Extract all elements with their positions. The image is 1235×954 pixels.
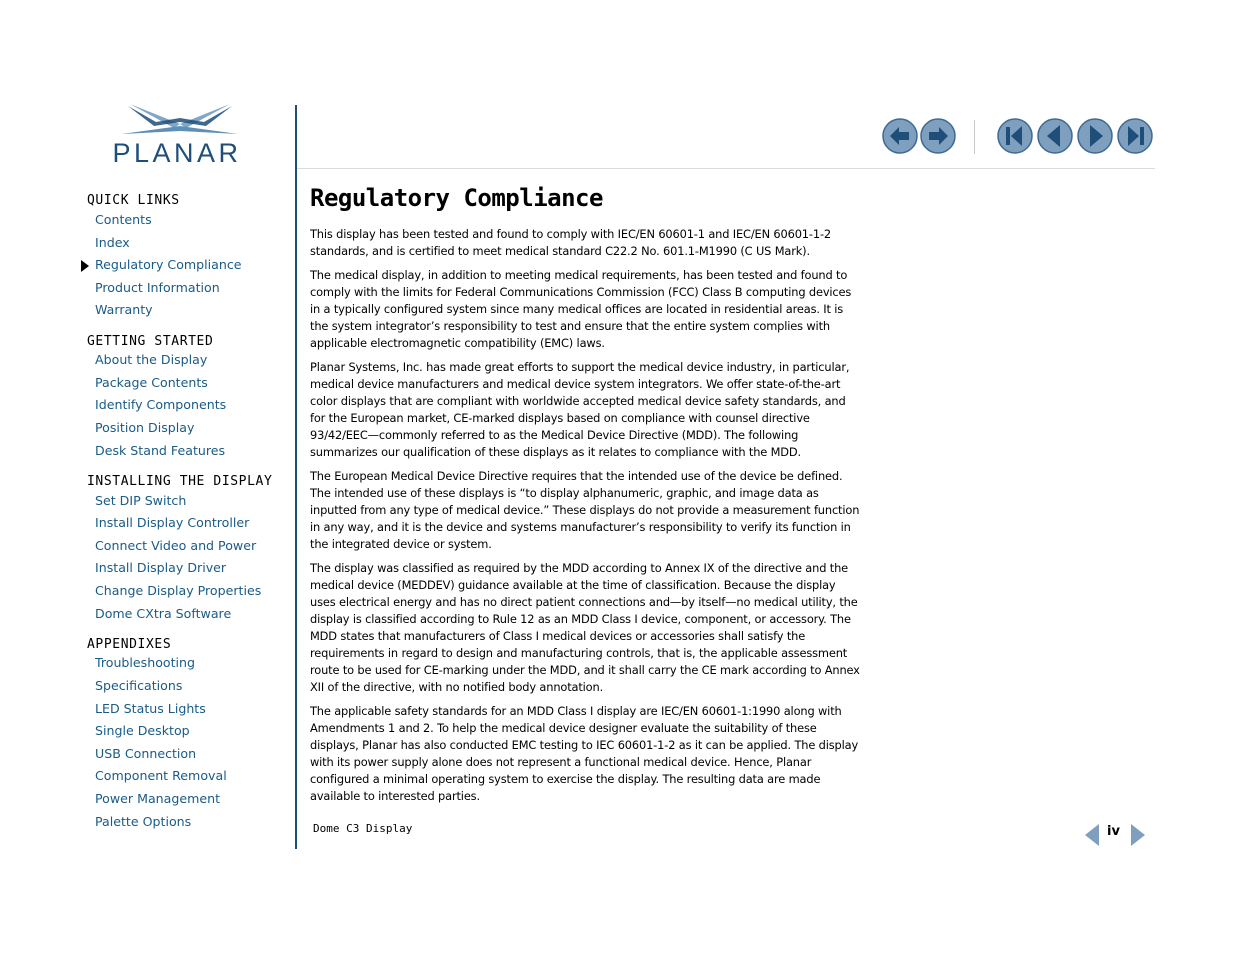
- section-title-quick-links: QUICK LINKS: [87, 193, 180, 208]
- sidebar-link-connect-video-power[interactable]: Connect Video and Power: [95, 538, 257, 553]
- section-title-installing-display: INSTALLING THE DISPLAY: [87, 474, 273, 489]
- sidebar-link-package-contents[interactable]: Package Contents: [95, 375, 208, 390]
- paragraph-planar-support: Planar Systems, Inc. has made great efforts to support the medical device industry, in particular, medical device manufacturers and medical device system integrators. We offer state-of-the-art color displays that are compliant with worldwide accepted medical device safety standards, and for the European market, CE-marked displays based on compliance with counsel directive 93/42/EEC—commonly referred to as the Medical Device Directive (MDD). The following summarizes our qualification of these displays as it relates to compliance with the MDD.: [310, 360, 850, 460]
- section-title-appendixes: APPENDIXES: [87, 637, 172, 652]
- header-divider: [297, 168, 1155, 169]
- sidebar-link-usb-connection[interactable]: USB Connection: [95, 746, 197, 761]
- svg-text:PLANAR: PLANAR: [112, 138, 242, 166]
- sidebar-divider: [295, 105, 297, 849]
- next-page-button[interactable]: [1077, 118, 1113, 154]
- sidebar-link-specifications[interactable]: Specifications: [95, 678, 183, 693]
- page-number: iv: [1107, 824, 1120, 839]
- last-page-button[interactable]: [1117, 118, 1153, 154]
- document-title: Dome C3 Display: [313, 822, 413, 835]
- sidebar-link-troubleshooting[interactable]: Troubleshooting: [95, 655, 196, 670]
- back-button[interactable]: [882, 118, 918, 154]
- paragraph-classification: The display was classified as required by the MDD according to Annex IX of the directive and the medical device (MEDDEV) guidance available at the time of classification. Because the display uses electrical energy and has no direct patient connections and—by itself—no medical utility, the display is classified according to Rule 12 as an MDD Class I device, component, or accessory. The MDD states that manufacturers of Class I medical devices or accessories shall satisfy the requirements in regard to design and manufacturing controls, that is, the applicable assessment route to be used for CE-marking under the MDD, and it shall carry the CE mark according to Annex XII of the directive, with no notified body annotation.: [310, 561, 860, 695]
- paragraph-certification: This display has been tested and found to comply with IEC/EN 60601-1 and IEC/EN 60601-1-2 standards, and is certified to meet medical standard C22.2 No. 601.1-M1990 (C US Mark).: [310, 227, 832, 259]
- sidebar-link-install-display-driver[interactable]: Install Display Driver: [95, 560, 227, 575]
- triangle-left-icon: [1085, 824, 1099, 846]
- nav-separator: [974, 120, 975, 154]
- sidebar-link-contents[interactable]: Contents: [95, 212, 152, 227]
- sidebar-link-install-display-controller[interactable]: Install Display Controller: [95, 515, 250, 530]
- sidebar-link-regulatory-compliance[interactable]: Regulatory Compliance: [95, 257, 242, 272]
- sidebar-link-position-display[interactable]: Position Display: [95, 420, 195, 435]
- sidebar-link-single-desktop[interactable]: Single Desktop: [95, 723, 190, 738]
- previous-page-button[interactable]: [1037, 118, 1073, 154]
- footer-previous-page-button[interactable]: [1083, 823, 1101, 847]
- page-title: Regulatory Compliance: [310, 184, 603, 212]
- sidebar-link-palette-options[interactable]: Palette Options: [95, 814, 192, 829]
- sidebar-link-set-dip-switch[interactable]: Set DIP Switch: [95, 493, 187, 508]
- triangle-right-icon: [1131, 824, 1145, 846]
- sidebar-link-about-display[interactable]: About the Display: [95, 352, 208, 367]
- sidebar-link-led-status-lights[interactable]: LED Status Lights: [95, 701, 206, 716]
- paragraph-fcc: The medical display, in addition to meeting medical requirements, has been tested and found to comply with the limits for Federal Communications Commission (FCC) Class B computing devices in a typically configured system since many medical offices are located in residential areas. It is the system integrator’s responsibility to test and ensure that the entire system complies with applicable electromagnetic compatibility (EMC) laws.: [310, 268, 852, 351]
- sidebar-link-power-management[interactable]: Power Management: [95, 791, 221, 806]
- sidebar-link-product-information[interactable]: Product Information: [95, 280, 220, 295]
- sidebar-link-index[interactable]: Index: [95, 235, 130, 250]
- sidebar-link-identify-components[interactable]: Identify Components: [95, 397, 227, 412]
- section-title-getting-started: GETTING STARTED: [87, 334, 214, 349]
- forward-button[interactable]: [920, 118, 956, 154]
- current-page-arrow-icon: [80, 260, 90, 272]
- sidebar-link-change-display-properties[interactable]: Change Display Properties: [95, 583, 262, 598]
- paragraph-safety-standards: The applicable safety standards for an MDD Class I display are IEC/EN 60601-1:1990 along with Amendments 1 and 2. To help the medical device designer evaluate the suitability of these displays, Planar has also conducted EMC testing to IEC 60601-1-2 as it can be applied. The display with its power supply alone does not represent a functional medical device. Hence, Planar configured a minimal operating system to exercise the display. The resulting data are made available to interested parties.: [310, 704, 859, 804]
- footer-next-page-button[interactable]: [1129, 823, 1147, 847]
- sidebar-link-component-removal[interactable]: Component Removal: [95, 768, 227, 783]
- sidebar-link-desk-stand-features[interactable]: Desk Stand Features: [95, 443, 226, 458]
- sidebar-link-dome-cxtra-software[interactable]: Dome CXtra Software: [95, 606, 232, 621]
- paragraph-intended-use: The European Medical Device Directive requires that the intended use of the device be defined. The intended use of these displays is “to display alphanumeric, graphic, and image data as inputted from any type of medical device.” These displays do not provide a measurement function in any way, and it is the device and systems manufacturer’s responsibility to verify its function in the integrated device or system.: [310, 469, 860, 552]
- planar-logo: [94, 104, 260, 166]
- first-page-button[interactable]: [997, 118, 1033, 154]
- sidebar-link-warranty[interactable]: Warranty: [95, 302, 153, 317]
